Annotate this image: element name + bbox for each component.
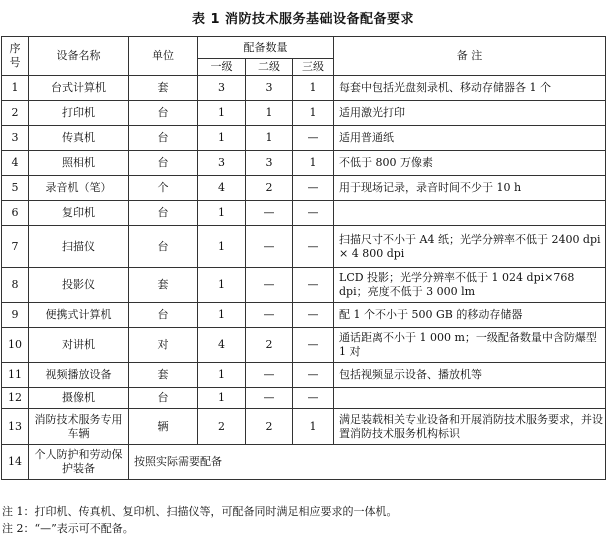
header-row xyxy=(2,37,606,59)
cell-row14-text: 按照实际需要配备 xyxy=(129,445,606,480)
cell-unit: 台 xyxy=(129,151,198,176)
cell-name: 投影仪 xyxy=(29,268,129,303)
cell-l2: 1 xyxy=(246,126,293,151)
cell-l1: 1 xyxy=(198,126,246,151)
cell-name: 消防技术服务专用车辆 xyxy=(29,409,129,445)
cell-no: 9 xyxy=(2,303,29,328)
cell-l2: — xyxy=(246,303,293,328)
header-unit: 单位 xyxy=(129,37,198,76)
cell-no: 7 xyxy=(2,226,29,268)
cell-unit: 台 xyxy=(129,226,198,268)
cell-l3: — xyxy=(293,226,334,268)
cell-l3: — xyxy=(293,126,334,151)
table-title: 表 1 消防技术服务基础设备配备要求 xyxy=(191,12,415,27)
cell-l2: 2 xyxy=(246,176,293,201)
cell-l1: 3 xyxy=(198,151,246,176)
table-row xyxy=(2,201,606,226)
cell-l3: — xyxy=(293,363,334,388)
header-level2: 二级 xyxy=(246,59,293,76)
cell-remark: 通话距离不小于 1 000 m；一级配备数量中含防爆型 1 对 xyxy=(334,328,606,363)
table-row xyxy=(2,388,606,409)
table-row xyxy=(2,126,606,151)
table-row xyxy=(2,445,606,480)
table-row xyxy=(2,76,606,101)
cell-no: 5 xyxy=(2,176,29,201)
cell-l2: 2 xyxy=(246,409,293,445)
cell-l2: 2 xyxy=(246,328,293,363)
cell-l3: 1 xyxy=(293,101,334,126)
table-row xyxy=(2,303,606,328)
cell-l1: 1 xyxy=(198,363,246,388)
table-row xyxy=(2,226,606,268)
cell-l1: 4 xyxy=(198,328,246,363)
cell-name: 扫描仪 xyxy=(29,226,129,268)
note-1: 注 1：打印机、传真机、复印机、扫描仪等，可配备同时满足相应要求的一体机。 xyxy=(2,505,398,518)
cell-remark xyxy=(334,201,606,226)
cell-unit: 台 xyxy=(129,201,198,226)
cell-l1: 2 xyxy=(198,409,246,445)
cell-name: 照相机 xyxy=(29,151,129,176)
cell-no: 14 xyxy=(2,445,29,480)
cell-name: 个人防护和劳动保护装备 xyxy=(29,445,129,480)
cell-name: 台式计算机 xyxy=(29,76,129,101)
cell-name: 便携式计算机 xyxy=(29,303,129,328)
cell-no: 13 xyxy=(2,409,29,445)
cell-remark: 不低于 800 万像素 xyxy=(334,151,606,176)
cell-l2: — xyxy=(246,201,293,226)
cell-remark xyxy=(334,388,606,409)
cell-name: 复印机 xyxy=(29,201,129,226)
cell-l2: — xyxy=(246,226,293,268)
header-qty: 配备数量 xyxy=(198,37,334,59)
cell-unit: 对 xyxy=(129,328,198,363)
table-row xyxy=(2,151,606,176)
cell-no: 4 xyxy=(2,151,29,176)
cell-l2: 3 xyxy=(246,76,293,101)
cell-no: 3 xyxy=(2,126,29,151)
cell-remark: 配 1 个不小于 500 GB 的移动存储器 xyxy=(334,303,606,328)
cell-l1: 1 xyxy=(198,101,246,126)
cell-remark: 适用激光打印 xyxy=(334,101,606,126)
header-seq: 序 号 xyxy=(2,37,29,76)
cell-l3: — xyxy=(293,388,334,409)
notes xyxy=(2,503,398,537)
cell-l2: 3 xyxy=(246,151,293,176)
cell-no: 11 xyxy=(2,363,29,388)
header-name: 设备名称 xyxy=(29,37,129,76)
cell-no: 12 xyxy=(2,388,29,409)
header-level1: 一级 xyxy=(198,59,246,76)
cell-unit: 台 xyxy=(129,101,198,126)
cell-name: 视频播放设备 xyxy=(29,363,129,388)
cell-name: 对讲机 xyxy=(29,328,129,363)
cell-l1: 1 xyxy=(198,201,246,226)
cell-remark: 扫描尺寸不小于 A4 纸；光学分辨率不低于 2400 dpi × 4 800 dpi xyxy=(334,226,606,268)
cell-l1: 4 xyxy=(198,176,246,201)
cell-remark: 包括视频显示设备、播放机等 xyxy=(334,363,606,388)
cell-l2: 1 xyxy=(246,101,293,126)
cell-l3: 1 xyxy=(293,76,334,101)
cell-unit: 台 xyxy=(129,388,198,409)
cell-l2: — xyxy=(246,388,293,409)
cell-name: 传真机 xyxy=(29,126,129,151)
table-row xyxy=(2,101,606,126)
cell-l3: — xyxy=(293,303,334,328)
cell-unit: 台 xyxy=(129,126,198,151)
cell-l3: — xyxy=(293,201,334,226)
cell-name: 打印机 xyxy=(29,101,129,126)
cell-no: 8 xyxy=(2,268,29,303)
header-level3: 三级 xyxy=(293,59,334,76)
cell-no: 10 xyxy=(2,328,29,363)
cell-remark: 满足装载相关专业设备和开展消防技术服务要求，并设置消防技术服务机构标识 xyxy=(334,409,606,445)
cell-l3: — xyxy=(293,328,334,363)
cell-l1: 1 xyxy=(198,303,246,328)
cell-no: 6 xyxy=(2,201,29,226)
cell-unit: 套 xyxy=(129,268,198,303)
table-row xyxy=(2,409,606,445)
cell-l1: 1 xyxy=(198,388,246,409)
cell-l2: — xyxy=(246,268,293,303)
cell-no: 1 xyxy=(2,76,29,101)
cell-name: 摄像机 xyxy=(29,388,129,409)
cell-l1: 3 xyxy=(198,76,246,101)
table-row xyxy=(2,268,606,303)
table-row xyxy=(2,363,606,388)
cell-unit: 辆 xyxy=(129,409,198,445)
cell-l3: 1 xyxy=(293,409,334,445)
cell-unit: 台 xyxy=(129,303,198,328)
note-2: 注 2：“—”表示可不配备。 xyxy=(2,522,134,535)
cell-l2: — xyxy=(246,363,293,388)
cell-l3: — xyxy=(293,176,334,201)
cell-remark: 用于现场记录，录音时间不少于 10 h xyxy=(334,176,606,201)
cell-l3: — xyxy=(293,268,334,303)
cell-name: 录音机（笔） xyxy=(29,176,129,201)
cell-remark: 适用普通纸 xyxy=(334,126,606,151)
cell-l1: 1 xyxy=(198,226,246,268)
cell-l3: 1 xyxy=(293,151,334,176)
table-row xyxy=(2,176,606,201)
equipment-table xyxy=(1,36,606,480)
cell-unit: 个 xyxy=(129,176,198,201)
cell-remark: LCD 投影；光学分辨率不低于 1 024 dpi×768 dpi；亮度不低于 3 000 lm xyxy=(334,268,606,303)
cell-unit: 套 xyxy=(129,76,198,101)
cell-unit: 套 xyxy=(129,363,198,388)
header-remark: 备 注 xyxy=(334,37,606,76)
cell-remark: 每套中包括光盘刻录机、移动存储器各 1 个 xyxy=(334,76,606,101)
cell-no: 2 xyxy=(2,101,29,126)
cell-l1: 1 xyxy=(198,268,246,303)
table-row xyxy=(2,328,606,363)
